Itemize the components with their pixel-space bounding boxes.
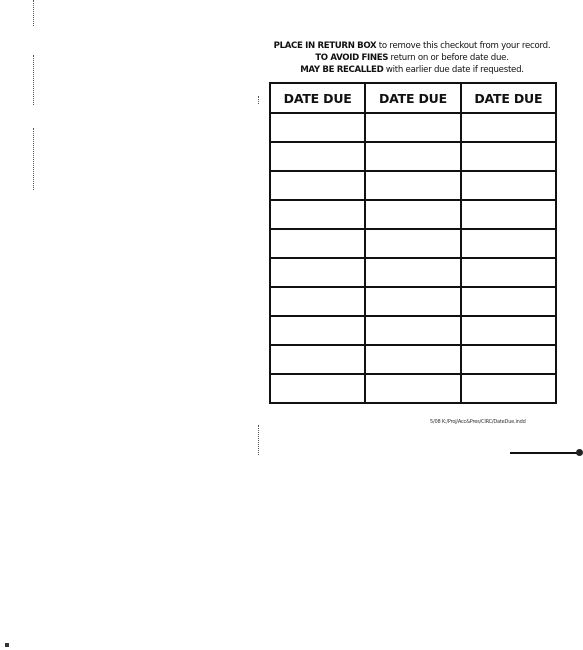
table-row bbox=[270, 374, 556, 403]
date-cell bbox=[461, 171, 556, 200]
instruction-heading: PLACE IN RETURN BOX bbox=[273, 41, 377, 51]
instruction-line-recall bbox=[262, 64, 562, 76]
form-code: 5/08 K:/Proj/Acc&Pres/CIRC/DateDue.indd bbox=[430, 419, 526, 425]
instruction-heading: TO AVOID FINES bbox=[315, 53, 389, 63]
date-cell bbox=[270, 374, 365, 403]
date-cell bbox=[365, 200, 460, 229]
instruction-text: return on or before date due. bbox=[388, 53, 509, 63]
date-cell bbox=[365, 374, 460, 403]
table-row bbox=[270, 113, 556, 142]
scan-edge-mark bbox=[33, 128, 34, 190]
date-cell bbox=[461, 113, 556, 142]
instruction-text: with earlier due date if requested. bbox=[383, 65, 524, 75]
date-cell bbox=[365, 345, 460, 374]
date-cell bbox=[270, 171, 365, 200]
scan-edge-mark bbox=[33, 0, 34, 26]
date-cell bbox=[270, 287, 365, 316]
date-cell bbox=[270, 229, 365, 258]
date-cell bbox=[270, 200, 365, 229]
table-row bbox=[270, 229, 556, 258]
date-cell bbox=[365, 316, 460, 345]
date-cell bbox=[270, 345, 365, 374]
date-cell bbox=[365, 258, 460, 287]
date-cell bbox=[461, 258, 556, 287]
date-cell bbox=[365, 229, 460, 258]
date-cell bbox=[461, 345, 556, 374]
date-cell bbox=[270, 316, 365, 345]
scan-edge-mark bbox=[33, 55, 34, 105]
date-due-table bbox=[269, 82, 557, 404]
scan-edge-mark bbox=[258, 425, 259, 455]
scan-edge-mark bbox=[258, 96, 259, 104]
table-row bbox=[270, 345, 556, 374]
date-cell bbox=[461, 287, 556, 316]
date-cell bbox=[270, 142, 365, 171]
date-cell bbox=[461, 316, 556, 345]
column-header: DATE DUE bbox=[365, 83, 460, 113]
date-cell bbox=[461, 229, 556, 258]
instruction-heading: MAY BE RECALLED bbox=[300, 65, 384, 75]
return-instructions bbox=[262, 40, 562, 76]
instruction-line-fines bbox=[262, 52, 562, 64]
date-cell bbox=[270, 258, 365, 287]
instruction-line-return bbox=[262, 40, 562, 52]
date-cell bbox=[365, 142, 460, 171]
table-header-row bbox=[270, 83, 556, 113]
date-cell bbox=[365, 171, 460, 200]
table-row bbox=[270, 142, 556, 171]
tear-line bbox=[510, 452, 580, 454]
tear-line-end-mark bbox=[576, 449, 583, 456]
corner-mark bbox=[5, 643, 9, 647]
table-row bbox=[270, 171, 556, 200]
table-row bbox=[270, 316, 556, 345]
date-cell bbox=[461, 200, 556, 229]
table-row bbox=[270, 287, 556, 316]
table-row bbox=[270, 258, 556, 287]
date-cell bbox=[270, 113, 365, 142]
table-row bbox=[270, 200, 556, 229]
instruction-text: to remove this checkout from your record. bbox=[376, 41, 551, 51]
date-cell bbox=[461, 142, 556, 171]
column-header: DATE DUE bbox=[270, 83, 365, 113]
date-cell bbox=[365, 113, 460, 142]
date-cell bbox=[461, 374, 556, 403]
date-cell bbox=[365, 287, 460, 316]
column-header: DATE DUE bbox=[461, 83, 556, 113]
